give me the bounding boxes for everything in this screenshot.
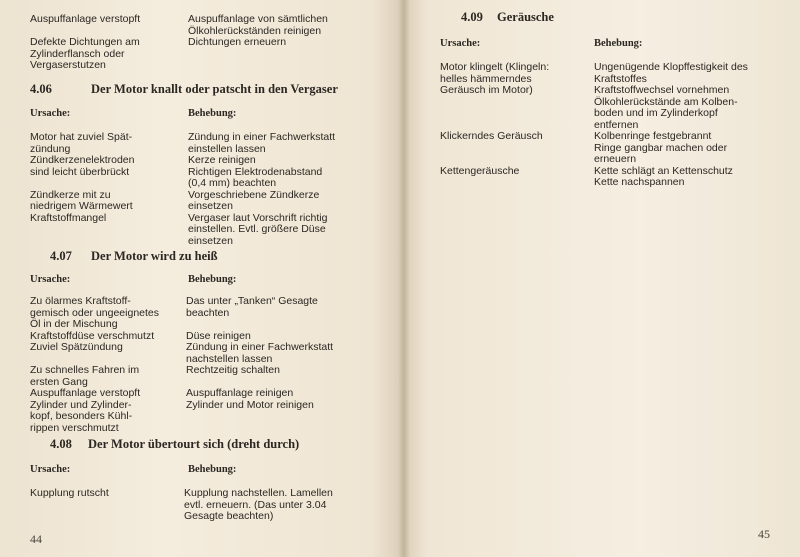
text-line: Zündkerze mit zu <box>30 188 111 201</box>
text-line: Kettengeräusche <box>440 164 520 177</box>
text-line <box>440 97 549 109</box>
text-line: sind leicht überbrückt <box>30 165 130 178</box>
text-line: Kraftstoffmangel <box>30 211 107 224</box>
text-line: entfernen <box>594 118 639 131</box>
text-line: kopf, besonders Kühl- <box>30 410 133 422</box>
text-line: Vergaser laut Vorschrift richtig <box>188 211 328 224</box>
text-line: Vergaserstutzen <box>30 59 106 71</box>
section-4-09-remedies <box>594 62 748 189</box>
text-line: Ringe gangbar machen oder <box>594 141 728 154</box>
text-line: rippen verschmutzt <box>30 421 119 434</box>
text-line: Ölkohlerückständen reinigen <box>188 24 322 37</box>
top-cause-text <box>30 14 140 72</box>
text-line: niedrigem Wärmewert <box>30 200 133 212</box>
text-line: einsetzen <box>188 200 233 212</box>
text-line: Auspuffanlage von sämtlichen <box>188 13 328 25</box>
text-line: Ölkohlerückstände am Kolben- <box>594 95 738 108</box>
text-line: Das unter „Tanken“ Gesagte <box>186 295 318 307</box>
section-4-09-causes <box>440 62 549 177</box>
book-spine <box>398 0 410 557</box>
text-line: boden und im Zylinderkopf <box>594 107 718 119</box>
text-line: Kette schlägt an Kettenschutz <box>594 164 733 177</box>
section-4-07-cause-header: Ursache: <box>30 274 71 285</box>
text-line: Zylinder und Motor reinigen <box>186 398 314 411</box>
text-line: evtl. erneuern. (Das unter 3.04 <box>184 498 327 511</box>
text-line: Zündkerzenelektroden <box>30 154 135 166</box>
text-line: Dichtungen erneuern <box>188 36 287 48</box>
right-page-number: 45 <box>758 527 770 541</box>
text-line: Vorgeschriebene Zündkerze <box>188 188 320 201</box>
text-line: ersten Gang <box>30 375 88 388</box>
section-4-06-causes <box>30 132 134 224</box>
text-line: nachstellen lassen <box>186 352 273 365</box>
text-line: Zu schnelles Fahren im <box>30 364 140 376</box>
section-4-07-remedies <box>186 296 333 411</box>
section-4-09-remedy-header: Behebung: <box>594 38 643 49</box>
text-line: erneuern <box>594 153 637 165</box>
text-line <box>186 319 333 331</box>
text-line: (0,4 mm) beachten <box>188 177 277 189</box>
text-line: Kraftstoffes <box>594 72 647 85</box>
left-page-number: 44 <box>30 532 42 546</box>
section-4-08-number: 4.08 <box>50 437 72 451</box>
text-line: Zündung in einer Fachwerkstatt <box>186 341 334 353</box>
text-line: zündung <box>30 142 71 155</box>
section-4-07-causes <box>30 296 159 434</box>
text-line: Öl in der Mischung <box>30 318 118 330</box>
section-4-06-title: Der Motor knallt oder patscht in den Vergaser <box>91 82 338 96</box>
text-line: Auspuffanlage reinigen <box>186 387 294 399</box>
section-4-08-causes <box>30 488 109 500</box>
section-4-06-number: 4.06 <box>30 82 52 96</box>
text-line: Zu ölarmes Kraftstoff- <box>30 295 131 307</box>
text-line: Düse reinigen <box>186 329 251 342</box>
text-line: beachten <box>186 306 230 319</box>
text-line: helles hämmerndes <box>440 72 532 85</box>
text-line: Auspuffanlage verstopft <box>30 387 141 399</box>
text-line: Gesagte beachten) <box>184 510 274 522</box>
text-line: Geräusch im Motor) <box>440 84 533 96</box>
section-4-09-number: 4.09 <box>461 10 483 24</box>
text-line: Motor hat zuviel Spät- <box>30 131 133 143</box>
text-line: Zylinderflansch oder <box>30 47 125 60</box>
section-4-07-title: Der Motor wird zu heiß <box>91 249 218 263</box>
text-line: einstellen lassen <box>188 142 266 155</box>
text-line: Kerze reinigen <box>188 154 256 166</box>
text-line: Kraftstoffwechsel vornehmen <box>594 84 730 96</box>
text-line: gemisch oder ungeeignetes <box>30 306 160 319</box>
section-4-07-number: 4.07 <box>50 249 72 263</box>
text-line: einstellen. Evtl. größere Düse <box>188 223 326 235</box>
section-4-08-remedy-header: Behebung: <box>188 464 237 475</box>
top-remedy-text <box>188 14 328 49</box>
text-line: Kupplung nachstellen. Lamellen <box>184 487 333 499</box>
text-line: Klickerndes Geräusch <box>440 130 543 142</box>
text-line: Kette nachspannen <box>594 176 685 188</box>
text-line: einsetzen <box>188 234 233 247</box>
section-4-07-remedy-header: Behebung: <box>188 274 237 285</box>
text-line: Defekte Dichtungen am <box>30 36 140 48</box>
text-line: Kupplung rutscht <box>30 487 109 499</box>
text-line: Rechtzeitig schalten <box>186 364 280 376</box>
text-line <box>440 143 549 155</box>
text-line: Richtigen Elektrodenabstand <box>188 165 323 178</box>
section-4-06-cause-header: Ursache: <box>30 108 71 119</box>
text-line <box>440 154 549 166</box>
text-line: Zündung in einer Fachwerkstatt <box>188 131 336 143</box>
text-line: Zylinder und Zylinder- <box>30 398 132 411</box>
text-line: Motor klingelt (Klingeln: <box>440 61 550 73</box>
text-line <box>440 108 549 120</box>
text-line: Auspuffanlage verstopft <box>30 13 141 25</box>
text-line: Zuviel Spätzündung <box>30 341 123 353</box>
text-line: Kolbenringe festgebrannt <box>594 130 712 142</box>
text-line: Kraftstoffdüse verschmutzt <box>30 329 155 342</box>
section-4-06-remedy-header: Behebung: <box>188 108 237 119</box>
section-4-09-title: Geräusche <box>497 10 554 24</box>
section-4-08-title: Der Motor übertourt sich (dreht durch) <box>88 437 300 451</box>
section-4-08-remedies <box>184 488 333 523</box>
section-4-08-cause-header: Ursache: <box>30 464 71 475</box>
text-line <box>30 178 134 190</box>
section-4-09-cause-header: Ursache: <box>440 38 481 49</box>
text-line: Ungenügende Klopffestigkeit des <box>594 61 748 73</box>
section-4-06-remedies <box>188 132 335 247</box>
